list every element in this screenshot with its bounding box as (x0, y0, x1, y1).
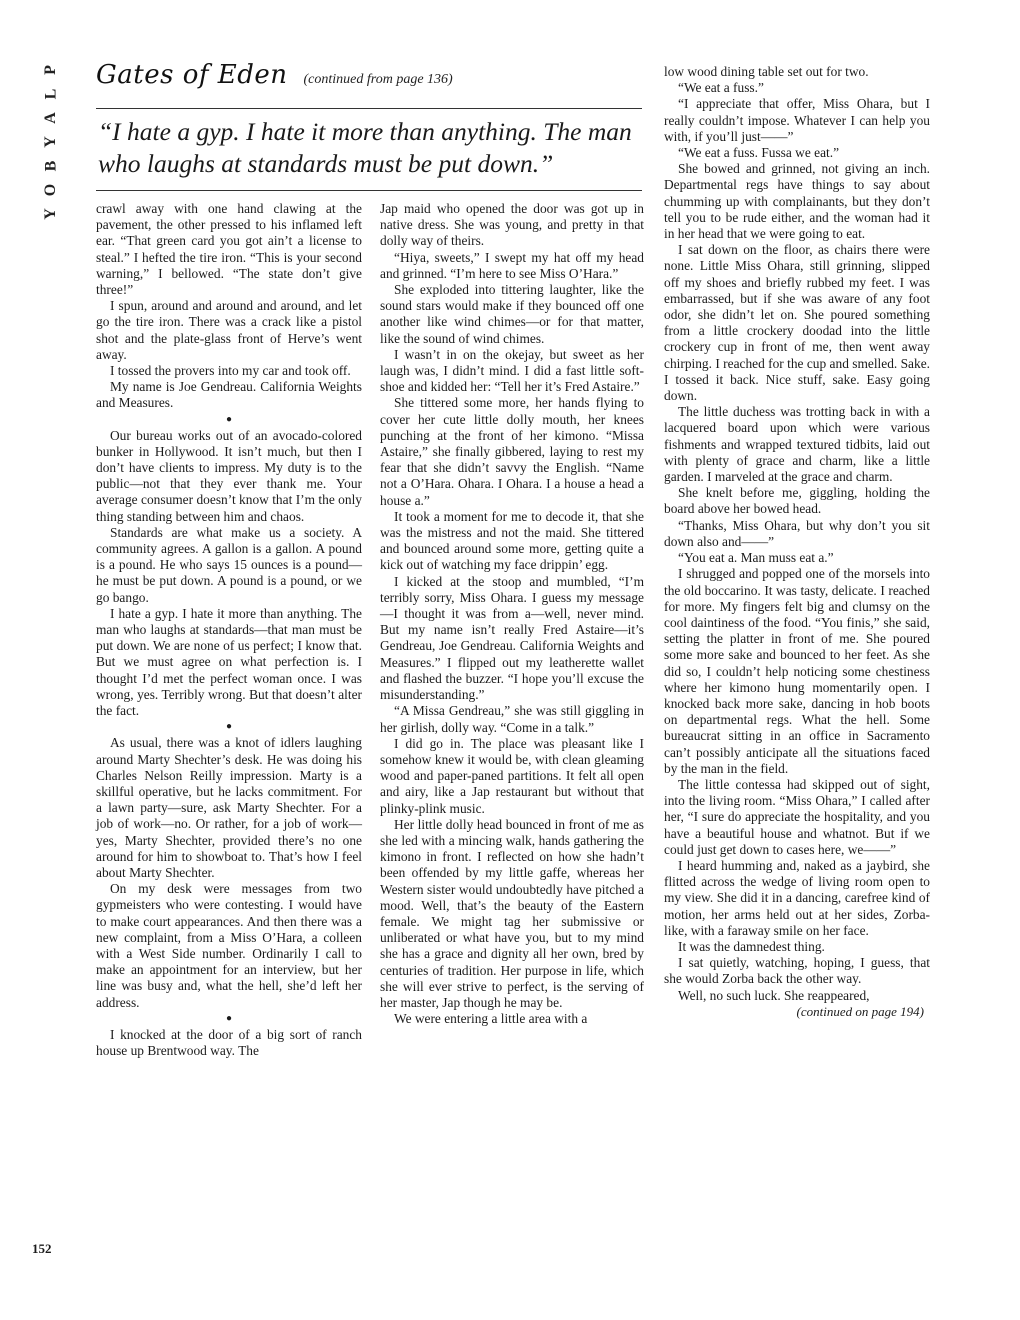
section-break-bullet: ● (225, 413, 233, 425)
body-paragraph: On my desk were messages from two gypmeisters who were contesting. I would have to make court appearances. And then there was a new complaint, from a Miss O’Hara, a colleen with a West Side number. Ordinarily I call to make an appointment for an interview, but her line was busy and, what the hell, she’d left her address. (96, 881, 362, 1010)
body-paragraph: “Thanks, Miss Ohara, but why don’t you sit down also and——” (664, 517, 930, 549)
body-paragraph: crawl away with one hand clawing at the pavement, the other pressed to his inflamed left ear. “That green card you got ain’t a license to steal.” I hefted the tire iron. “This is your second warning,” I bellowed. “The state don’t give three!” (96, 201, 362, 298)
magazine-brand-vertical (38, 58, 64, 226)
section-break-bullet: ● (225, 721, 233, 733)
pull-quote: “I hate a gyp. I hate it more than anything. The man who laughs at standards must be put down.” (98, 117, 632, 178)
body-paragraph: “We eat a fuss. Fussa we eat.” (678, 145, 840, 161)
header-rule-bottom (96, 190, 642, 191)
section-break-bullet: ● (225, 1012, 233, 1024)
body-paragraph: I spun, around and around and around, and let go the tire iron. There was a crack like a pistol shot and the plate-glass front of Herve’s went away. (96, 298, 362, 362)
brand-letter: Y (42, 208, 59, 220)
body-paragraph: I shrugged and popped one of the morsels into the old boccarino. It was tasty, delicate. I reached for more. My fingers felt big and clumsy on the cool daintiness of the food. “You finis,” she said, setting the platter in front of me. She poured some more sake and bounced to her feet. As she did so, I couldn’t help noticing some chestiness where her kimono hung momentarily open. I knocked back more sake, dancing in hob boots on departmental regs. What the hell. Some bureaucrat sitting in an office in Sacramento can’t possibly anticipate all the situations faced by the man in the field. (664, 566, 930, 776)
series-title: Gates of Eden (96, 60, 288, 90)
continued-on-note: (continued on page 194) (796, 1003, 924, 1019)
body-paragraph: It took a moment for me to decode it, that she was the mistress and not the maid. She tittered and bounced around some more, getting quite a kick out of watching my face drippin’ egg. (380, 508, 644, 573)
body-paragraph: As usual, there was a knot of idlers laughing around Marty Shechter’s desk. He was doing his Charles Nelson Reilly impression. Marty is a skillful operative, but he lacks commitment. For a lawn party—sure, ask Marty Shechter. For a job of work—no. Or rather, for a job of work—yes, Marty Shechter, provided there’s no one around for him to showboat to. That’s how I feel about Marty Shechter. (96, 735, 362, 880)
body-paragraph: I wasn’t in on the okejay, but sweet as her laugh was, I didn’t mind. I did a fast little soft-shoe and kidded her: “Tell her it’s Fred Astaire.” (380, 346, 644, 395)
body-paragraph: The little duchess was trotting back in with a lacquered board upon which were various fishments and wrapped textured tidbits, laid out with plenty of grace and charm, like a little garden. I marveled at the grace and charm. (664, 404, 930, 485)
page-number: 152 (32, 1241, 52, 1256)
body-paragraph: The little contessa had skipped out of sight, into the living room. “Miss Ohara,” I called after her, “I sure do appreciate the hospitality, and you have a beautiful house and whatnot. But if we could just get down to cases here, we——” (664, 776, 930, 857)
brand-letter: B (41, 160, 59, 172)
body-paragraph: I sat down on the floor, as chairs there were none. Little Miss Ohara, still grinning, slipped off my shoes and briefly rubbed my feet. I was embarrassed, but if she was aware of any foot odor, she didn’t let on. She poured something from a little crockery doodad into the little crockery cup in front of me, then went away chirping. I reached for the cup and smelled. Sake. I tossed it back. Nice stuff, sake. Easy going down. (664, 242, 930, 404)
body-paragraph: I sat quietly, watching, hoping, I guess, that she would Zorba back the other way. (664, 955, 930, 987)
body-paragraph: Well, no such luck. She reappeared, (678, 987, 870, 1003)
body-paragraph: Jap maid who opened the door was got up in native dress. She was young, and pretty in that dolly way of theirs. (380, 201, 644, 249)
body-paragraph: She knelt before me, giggling, holding the board above her bowed head. (664, 485, 930, 517)
brand-letter: O (41, 183, 59, 197)
brand-letter: P (42, 65, 59, 75)
body-paragraph: Her little dolly head bounced in front of me as she led with a mincing walk, hands gathering the kimono in front. I reflected on how she hadn’t been offended by my little gaffe, whereas her Western sister would undoubtedly have pitched a mood. Well, that’s the beauty of the Eastern female. We might tag her submissive or unliberated or what have you, but to my mind she has a grace and dignity all her own, bred by centuries of tradition. Her purpose in life, which she will ever strive to perfect, is the serving of her master, Jap though he may be. (380, 816, 644, 1010)
header-rule-top (96, 108, 642, 109)
body-paragraph: “You eat a. Man muss eat a.” (678, 550, 834, 566)
body-paragraph: I hate a gyp. I hate it more than anything. The man who laughs at standards—that man must be put down. We are none of us perfect; I know that. But we must agree on what perfection is. I thought I’d met the perfect woman once. I was wrong, yes. Terribly wrong. But that doesn’t alter the fact. (96, 605, 362, 719)
body-paragraph: She bowed and grinned, not giving an inch. Departmental regs have things to say about chumming up with complainants, but they don’t tell you to be rude either, and the woman had it in her head that we were going to eat. (664, 161, 930, 242)
title-row (96, 60, 642, 98)
body-paragraph: It was the damnedest thing. (678, 938, 825, 954)
continued-from-note: (continued from page 136) (303, 72, 453, 87)
body-paragraph: We were entering a little area with a (394, 1011, 588, 1027)
body-paragraph: I tossed the provers into my car and took off. (110, 363, 351, 379)
body-paragraph: “I appreciate that offer, Miss Ohara, but I really couldn’t impose. Whatever I can help you with, if you’ll just——” (664, 96, 930, 144)
text-column-3 (664, 64, 930, 1020)
body-paragraph: She exploded into tittering laughter, like the sound stars would make if they bounced off one another like wind chimes—or for that matter, like the sound of wind chimes. (380, 282, 644, 346)
brand-letter: L (41, 88, 59, 100)
body-paragraph: Standards are what make us a society. A community agrees. A gallon is a gallon. A pound is a pound. He who says 15 ounces is a pound—he must be put down. A pound is a pound, or we go bango. (96, 524, 362, 605)
brand-letter: A (42, 112, 59, 124)
body-paragraph: I kicked at the stoop and mumbled, “I’m terribly sorry, Miss Ohara. I guess my message—I thought it was from a—well, never mind. But my name isn’t really Fred Astaire—it’s Gendreau, Joe Gendreau. California Weights and Measures.” I flipped out my leatherette wallet and flashed the buzzer. “I hope you’ll excuse the misunderstanding.” (380, 573, 644, 703)
text-column-1 (96, 201, 362, 1059)
body-paragraph: “A Missa Gendreau,” she was still giggling in her girlish, dolly way. “Come in a talk.” (380, 703, 644, 735)
body-paragraph: I did go in. The place was pleasant like I somehow knew it would be, with clean gleaming wood and paper-paned partitions. It felt all open and airy, like a Jap restaurant but without that plinky-plink music. (380, 735, 644, 816)
article-header (96, 60, 642, 180)
body-paragraph: My name is Joe Gendreau. California Weights and Measures. (96, 379, 362, 411)
body-paragraph: Our bureau works out of an avocado-colored bunker in Hollywood. It isn’t much, but then I don’t have clients to impress. My duty is to the public—not that they ever thank me. Your average consumer doesn’t know that I’m the only thing standing between him and chaos. (96, 427, 362, 524)
body-paragraph: She tittered some more, her hands flying to cover her cute little dolly mouth, her knees punching at the front of her kimono. “Missa Astaire,” she finally gibbered, laying to rest my fear that she didn’t savvy the English. “Name not a O’Hara. Ohara. I Ohara. I a house a head a house a.” (380, 395, 644, 508)
brand-letter: Y (42, 136, 59, 148)
body-paragraph: low wood dining table set out for two. (664, 64, 869, 79)
body-paragraph: I knocked at the door of a big sort of ranch house up Brentwood way. The (96, 1026, 362, 1058)
body-paragraph: I heard humming and, naked as a jaybird, she flitted across the wedge of living room open to my view. She did it in a dancing, carefree kind of motion, her arms held out at her sides, Zorba-like, with a faraway smile on her face. (664, 857, 930, 938)
text-column-2 (380, 201, 644, 1027)
body-paragraph: “We eat a fuss.” (678, 80, 764, 96)
body-paragraph: “Hiya, sweets,” I swept my hat off my head and grinned. “I’m here to see Miss O’Hara.” (380, 249, 644, 281)
